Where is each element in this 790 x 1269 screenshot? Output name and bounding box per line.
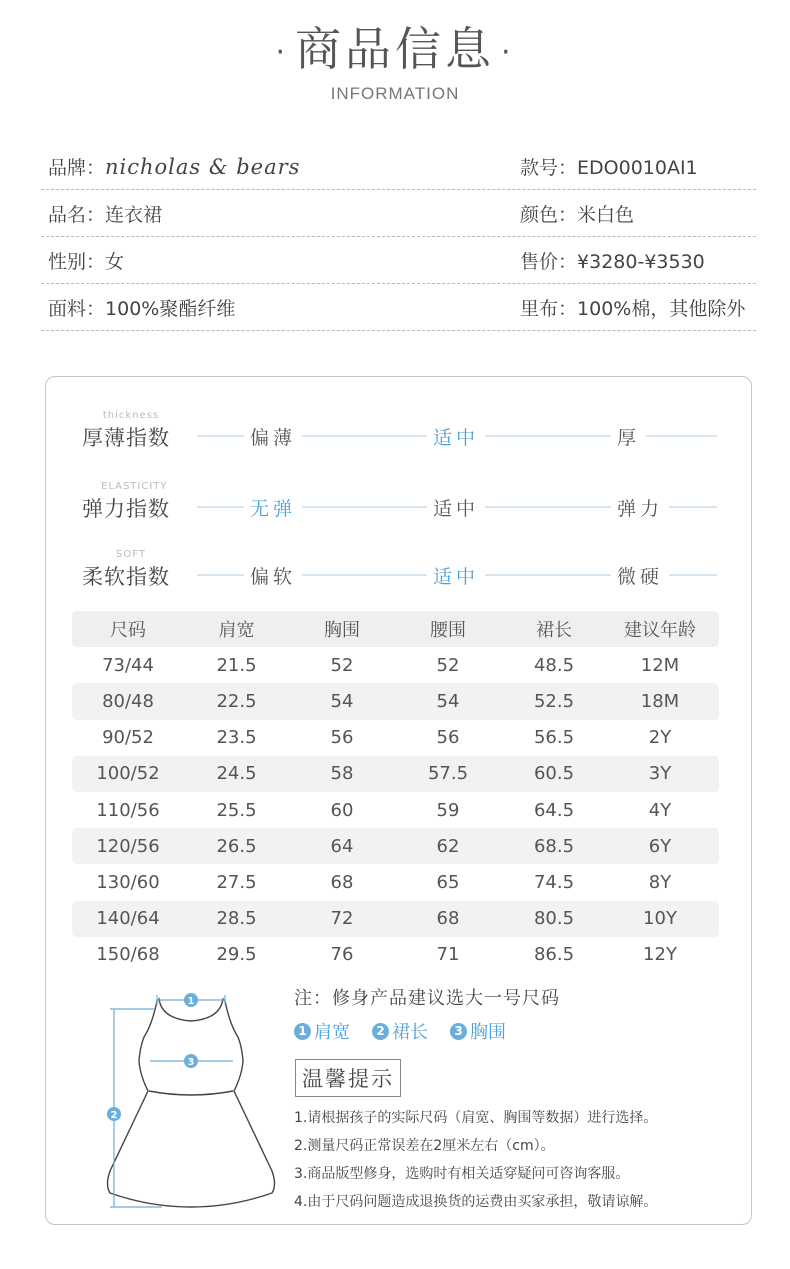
metric-option: 适中 [427,494,485,521]
svg-text:2: 2 [110,1110,118,1121]
metric-option: 无弹 [244,494,302,521]
metric-option: 微硬 [611,562,669,589]
table-cell: 27.5 [216,871,257,893]
table-cell: 3Y [648,763,672,785]
measure-markers [107,993,198,1121]
table-cell: 18M [640,690,680,712]
tip-item: 4.由于尺码问题造成退换货的运费由买家承担，敬请谅解。 [294,1194,658,1210]
style-no-label: 款号： [520,156,578,179]
brand-label: 品牌： [48,156,106,179]
color-value: 米白色 [577,203,635,226]
table-row [72,937,719,973]
table-cell: 86.5 [533,944,575,966]
table-cell: 120/56 [96,835,160,857]
metric-option: 偏薄 [244,423,302,450]
table-cell: 68.5 [533,835,575,857]
metric-en-label: thickness [102,410,160,421]
lining-value: 100%棉，其他除外 [577,297,746,320]
gender-value: 女 [105,250,125,273]
legend-number: 3 [450,1023,467,1040]
table-row [72,828,719,864]
table-cell: 59 [436,799,460,821]
table-cell: 100/52 [96,763,160,785]
table-row [72,683,719,719]
table-cell: 68 [436,908,460,930]
table-cell: 12Y [643,944,677,966]
metric-option: 适中 [427,562,485,589]
legend-number: 2 [372,1023,389,1040]
table-cell: 57.5 [427,763,469,785]
table-cell: 72 [330,908,354,930]
table-header-cell: 肩宽 [218,620,255,642]
table-cell: 56 [436,727,460,749]
page-subtitle: INFORMATION [330,83,460,103]
table-cell: 65 [436,871,460,893]
table-cell: 71 [436,944,460,966]
table-cell: 22.5 [216,690,257,712]
size-note [294,984,560,1044]
page-title [0,18,790,84]
tip-item: 3.商品版型修身，选购时有相关适穿疑问可咨询客服。 [294,1166,630,1182]
metric-elasticity [46,481,753,541]
svg-text:3: 3 [187,1057,195,1068]
table-row [72,720,719,756]
legend-label: 胸围 [470,1022,506,1043]
table-cell: 130/60 [96,871,160,893]
table-cell: 6Y [648,835,672,857]
size-card [45,376,752,1225]
table-cell: 56 [330,727,354,749]
color-label: 颜色： [520,203,578,226]
table-cell: 150/68 [96,944,160,966]
table-cell: 10Y [643,908,677,930]
metric-en-label: SOFT [116,549,146,560]
table-header-cell: 建议年龄 [624,620,696,642]
measure-lines [110,995,233,1207]
product-info [41,143,756,331]
table-cell: 62 [436,835,460,857]
table-header-cell: 胸围 [324,620,360,642]
svg-text:1: 1 [187,996,195,1007]
table-row [72,756,719,792]
table-header-cell: 腰围 [430,620,466,642]
table-cell: 76 [330,944,354,966]
table-cell: 90/52 [102,727,154,749]
table-cell: 52.5 [533,690,575,712]
name-label: 品名： [48,203,106,226]
table-cell: 74.5 [533,871,575,893]
table-body [72,647,719,973]
table-cell: 64 [330,835,354,857]
metric-cn-label: 弹力指数 [82,497,170,521]
table-cell: 12M [640,654,680,676]
size-table [72,611,719,973]
legend-label: 裙长 [392,1022,428,1043]
table-cell: 56.5 [533,727,575,749]
legend-item [294,1018,350,1044]
table-cell: 110/56 [96,799,160,821]
metric-en-label: ELASTICITY [101,481,168,492]
info-row-fabric [41,284,756,331]
table-cell: 25.5 [216,799,257,821]
table-cell: 68 [330,871,354,893]
table-row [72,901,719,937]
metric-option: 偏软 [244,562,302,589]
table-cell: 80/48 [102,690,154,712]
table-cell: 21.5 [216,654,257,676]
table-cell: 54 [436,690,460,712]
note-text: 注：修身产品建议选大一号尺码 [294,988,560,1009]
legend-number: 1 [294,1023,311,1040]
table-cell: 28.5 [216,908,257,930]
table-cell: 23.5 [216,727,257,749]
metric-softness [46,549,753,609]
table-row [72,792,719,828]
tip-item: 2.测量尺码正常误差在2厘米左右（cm）。 [294,1138,555,1154]
table-cell: 29.5 [216,944,257,966]
metric-option: 厚 [611,423,646,450]
info-row-brand [41,143,756,190]
fabric-value: 100%聚酯纤维 [105,297,236,320]
table-row [72,647,719,683]
table-cell: 24.5 [216,763,257,785]
table-cell: 48.5 [533,654,575,676]
table-cell: 60.5 [533,763,575,785]
metric-option: 适中 [427,423,485,450]
table-cell: 8Y [648,871,672,893]
metric-cn-label: 柔软指数 [82,565,170,589]
metric-option: 弹力 [611,494,669,521]
legend-label: 肩宽 [314,1022,350,1043]
brand-value: nicholas & bears [105,154,301,179]
legend-item [372,1018,428,1044]
dress-diagram [102,989,282,1224]
lining-label: 里布： [520,297,578,320]
table-cell: 140/64 [96,908,160,930]
table-row [72,864,719,900]
page-header [0,18,790,104]
gender-label: 性别： [48,250,106,273]
title-dot-left: · [275,34,289,70]
price-label: 售价： [520,250,578,273]
info-row-gender [41,237,756,284]
fabric-label: 面料： [48,297,106,320]
table-header-cell: 裙长 [536,620,572,642]
dress-outline [108,999,275,1207]
table-cell: 4Y [648,799,672,821]
table-cell: 60 [330,799,354,821]
table-cell: 58 [330,763,354,785]
tip-item: 1.请根据孩子的实际尺码（肩宽、胸围等数据）进行选择。 [294,1110,658,1126]
table-cell: 26.5 [216,835,257,857]
table-header-cell: 尺码 [110,620,146,642]
table-cell: 52 [436,654,460,676]
measure-legend [294,1018,560,1044]
price-value: ¥3280-¥3530 [577,250,705,273]
table-cell: 80.5 [533,908,575,930]
name-value: 连衣裙 [105,203,163,226]
title-dot-right: · [501,34,515,70]
table-cell: 54 [330,690,354,712]
table-cell: 73/44 [102,654,154,676]
legend-item [450,1018,506,1044]
table-cell: 52 [330,654,354,676]
table-cell: 64.5 [533,799,575,821]
title-text: 商品信息 [295,22,495,76]
metric-cn-label: 厚薄指数 [82,426,170,450]
style-no-value: EDO0010AI1 [577,156,698,179]
tips-title: 温馨提示 [295,1059,401,1097]
metric-thickness [46,410,753,470]
tips-list [294,1104,657,1216]
table-cell: 2Y [648,727,672,749]
info-row-name [41,190,756,237]
table-header-row [72,611,719,647]
